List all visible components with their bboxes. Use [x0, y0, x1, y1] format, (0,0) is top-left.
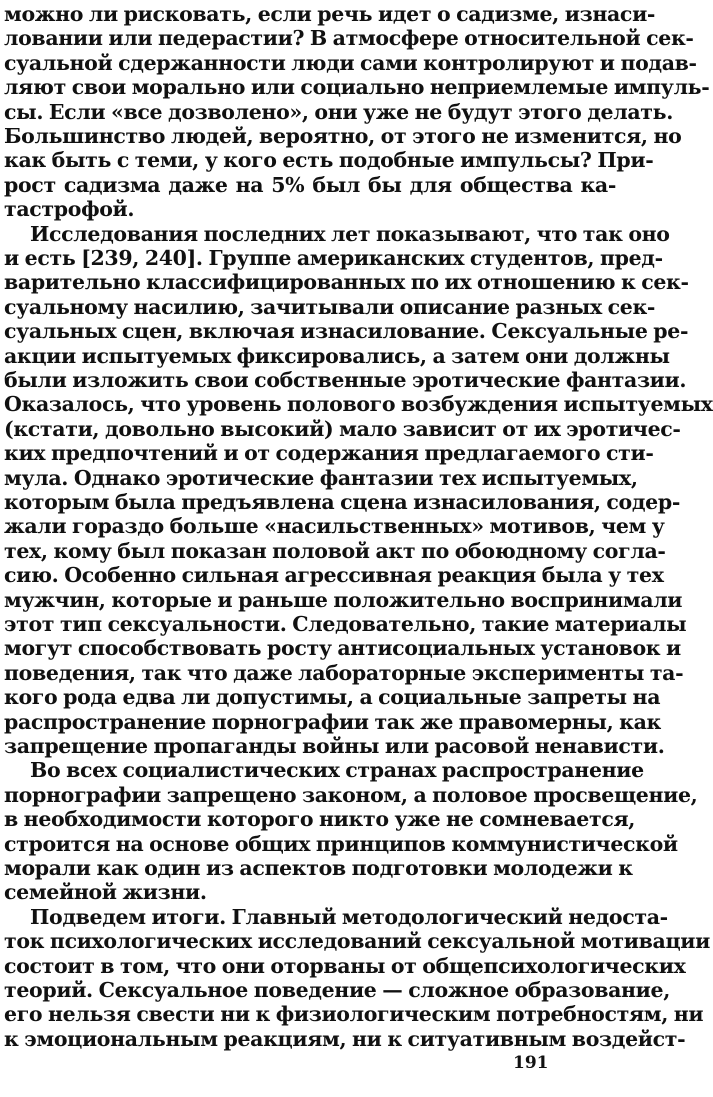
text-line: мула. Однако эротические фантазии тех испытуемых, — [4, 465, 638, 490]
text-line: тех, кому был показан половой акт по обоюдному согла- — [4, 538, 666, 563]
text-line: поведения, так что даже лабораторные эксперименты та- — [4, 660, 684, 685]
text-line: морали как один из аспектов подготовки молодежи к — [4, 856, 633, 880]
text-line: состоит в том, что они оторваны от общепсихологических — [4, 953, 686, 978]
text-line: акции испытуемых фиксировались, а затем они должны — [4, 343, 670, 368]
page-number: 191 — [513, 1053, 549, 1073]
text-line: Подведем итоги. Главный методологический недоста- — [30, 904, 668, 929]
text-line: могут способствовать росту антисоциальных установок и — [4, 636, 681, 661]
text-line: суальному насилию, зачитывали описание разных сек- — [4, 294, 656, 319]
text-line: Оказалось, что уровень полового возбуждения испытуемых — [4, 392, 713, 417]
text-line: как быть с теми, у кого есть подобные импульсы? При- — [4, 148, 654, 173]
text-line: в необходимости которого никто уже не сомневается, — [4, 807, 636, 832]
text-line: были изложить свои собственные эротические фантазии. — [4, 368, 687, 392]
text-line: его нельзя свести ни к физиологическим потребностям, ни — [4, 1002, 704, 1027]
text-line: порнографии запрещено законом, а половое просвещение, — [4, 782, 698, 807]
text-line: этот тип сексуальности. Следовательно, такие материалы — [4, 612, 687, 636]
text-line: мужчин, которые и раньше положительно воспринимали — [4, 587, 683, 612]
text-line: сы. Если «все дозволено», они уже не будут этого делать. — [4, 99, 673, 124]
text-line: Во всех социалистических странах распространение — [30, 758, 644, 783]
text-line: и есть [239, 240]. Группе американских студентов, пред- — [4, 246, 663, 270]
text-line: семейной жизни. — [4, 880, 207, 905]
text-line: кого рода едва ли допустимы, а социальные запреты на — [4, 685, 661, 710]
text-line: запрещение пропаганды войны или расовой ненависти. — [4, 734, 665, 758]
text-line: можно ли рисковать, если речь идет о садизме, изнаси- — [4, 2, 656, 26]
text-line: к эмоциональным реакциям, ни к ситуативным воздейст- — [4, 1026, 686, 1051]
book-page — [4, 0, 713, 1097]
text-line: ких предпочтений и от содержания предлагаемого сти- — [4, 441, 654, 466]
text-line: ток психологических исследований сексуальной мотивации — [4, 929, 710, 954]
text-line: сию. Особенно сильная агрессивная реакция была у тех — [4, 563, 664, 588]
text-line: строится на основе общих принципов коммунистической — [4, 831, 678, 856]
text-line: ловании или педерастии? В атмосфере относительной сек- — [4, 26, 694, 51]
text-line: Большинство людей, вероятно, от этого не изменится, но — [4, 124, 682, 148]
text-line: ляют свои морально или социально неприемлемые импуль- — [4, 75, 710, 100]
text-line: тастрофой. — [4, 197, 135, 222]
text-line: суальных сцен, включая изнасилование. Сексуальные ре- — [4, 319, 689, 344]
text-line: (кстати, довольно высокий) мало зависит от их эротичес- — [4, 416, 681, 441]
text-line: жали гораздо больше «насильственных» мотивов, чем у — [4, 514, 665, 539]
text-line: распространение порнографии так же правомерны, как — [4, 709, 662, 734]
text-line: которым была предъявлена сцена изнасилования, содер- — [4, 490, 681, 514]
text-line: рост садизма даже на 5% был бы для общества ка- — [4, 172, 616, 197]
text-line: варительно классифицированных по их отношению к сек- — [4, 270, 689, 295]
text-line: теорий. Сексуальное поведение — сложное образование, — [4, 978, 671, 1002]
text-line: суальной сдержанности люди сами контролируют и подав- — [4, 50, 697, 75]
text-line: Исследования последних лет показывают, что так оно — [30, 221, 670, 246]
